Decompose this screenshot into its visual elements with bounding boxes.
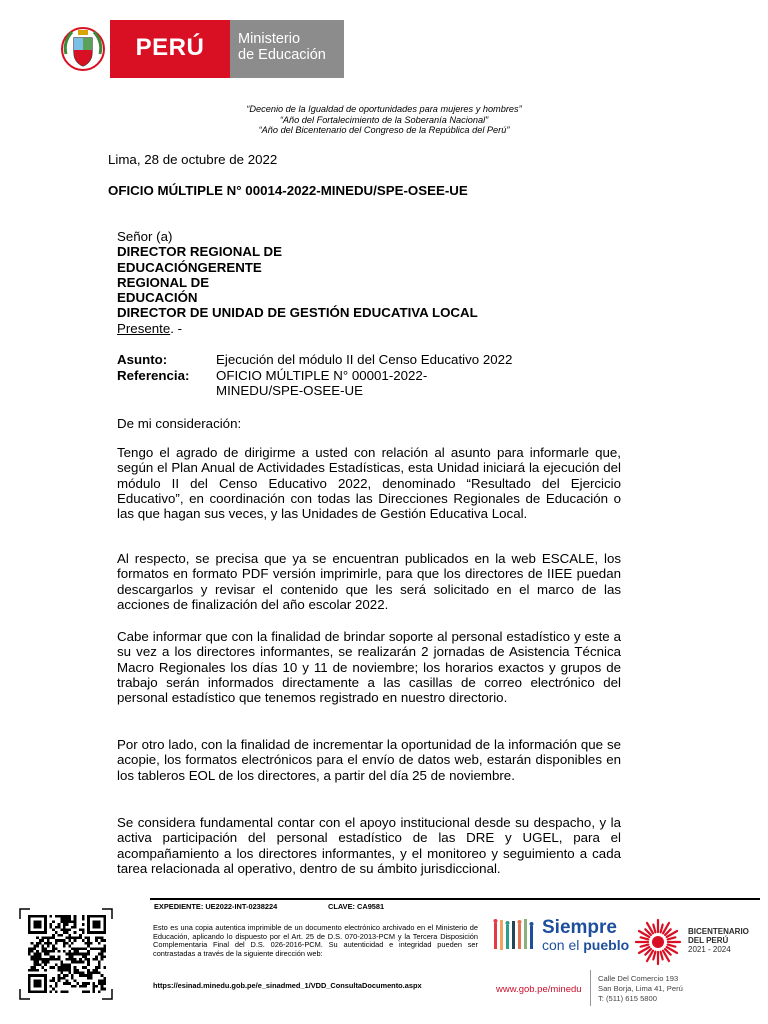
- con-el-pueblo-label: [542, 938, 629, 953]
- referencia-label: Referencia:: [117, 368, 190, 383]
- referencia-line-1: OFICIO MÚLTIPLE N° 00001-2022-: [216, 368, 428, 383]
- recipient-line: DIRECTOR REGIONAL DE: [117, 244, 282, 260]
- bicentenario-line: BICENTENARIO: [688, 927, 749, 936]
- body-paragraph: Por otro lado, con la finalidad de incrementar la oportunidad de la información que se acopie, los formatos electrónicos para el envío de datos web, estarán disponibles en los tableros EOL de los directores, a partir del día 25 de noviembre.: [117, 737, 621, 783]
- con-el-text: con el: [542, 937, 580, 953]
- recipient-line: REGIONAL DE: [117, 274, 210, 290]
- siempre-label: Siempre: [542, 917, 617, 938]
- body-paragraph: Se considera fundamental contar con el apoyo institucional desde su despacho, y la activa participación del personal estadístico de las DRE y UGEL, para el acompañamiento a los directores informantes, y el monitoreo y seguimiento a cada tarea relacionada al operativo, dentro de su ámbito jurisdiccional.: [117, 815, 621, 876]
- ministry-name: [238, 31, 326, 63]
- ministry-header: [60, 20, 344, 78]
- address-line: San Borja, Lima 41, Perú: [598, 984, 683, 993]
- asunto-value: Ejecución del módulo II del Censo Educativo 2022: [216, 352, 513, 367]
- gob-pe-link[interactable]: www.gob.pe/minedu: [496, 984, 582, 995]
- expediente-number: EXPEDIENTE: UE2022-INT-0238224: [154, 902, 278, 911]
- authenticity-notice: Esto es una copia autentica imprimible de un documento electrónico archivado en el Ministerio de Educación, aplicando lo dispuesto por el Art. 25 de D.S. 070-2013-PCM y la Tercera Disposición Complementaria Final del D.S. 026-2016-PCM. Su autenticidad e integridad pueden ser contrastadas a través de la siguiente dirección web:: [153, 923, 478, 958]
- referencia-value: [216, 368, 476, 399]
- bicentenario-logo-icon: [634, 918, 682, 966]
- letter-date: Lima, 28 de octubre de 2022: [108, 152, 278, 167]
- bicentenario-label: [688, 927, 749, 954]
- presente-word: Presente: [117, 320, 171, 336]
- recipient-line: EDUCACIÓN: [117, 290, 198, 306]
- verification-url[interactable]: https://esinad.minedu.gob.pe/e_sinadmed_1/VDD_ConsultaDocumento.aspx: [153, 981, 422, 990]
- address-line: T: (511) 615 5800: [598, 994, 657, 1003]
- ministry-line-1: Ministerio: [238, 31, 301, 47]
- clave-code: CLAVE: CA9581: [328, 902, 385, 911]
- oficio-number: OFICIO MÚLTIPLE N° 00014-2022-MINEDU/SPE-OSEE-UE: [108, 183, 468, 198]
- recipient-line: DIRECTOR DE UNIDAD DE GESTIÓN EDUCATIVA LOCAL: [117, 305, 478, 321]
- salutation: Señor (a): [117, 229, 173, 244]
- referencia-line-2: MINEDU/SPE-OSEE-UE: [216, 383, 364, 399]
- siempre-con-el-pueblo-logo-icon: [492, 917, 536, 957]
- footer-divider: [150, 898, 760, 900]
- bicentenario-line: 2021 - 2024: [688, 945, 731, 954]
- presente-line: [117, 321, 537, 336]
- official-year-mottos: [0, 104, 768, 136]
- address-line: Calle Del Comercio 193: [598, 974, 679, 983]
- qr-code-icon[interactable]: [28, 915, 106, 993]
- motto-line: “Decenio de la Igualdad de oportunidades para mujeres y hombres”: [246, 104, 522, 114]
- body-paragraph: Cabe informar que con la finalidad de brindar soporte al personal estadístico y este a su vez a los directores informantes, se realizarán 2 jornadas de Asistencia Técnica Macro Regionales los días 10 y 11 de noviembre; los horarios exactos y grupos de trabajo serán informados directamente a las casillas de correo electrónico del personal estadístico que tenemos registrado en nuestro directorio.: [117, 629, 621, 706]
- bicentenario-line: DEL PERÚ: [688, 936, 729, 945]
- footer-vertical-divider: [590, 970, 591, 1006]
- motto-line: “Año del Bicentenario del Congreso de la República del Perú”: [258, 125, 510, 135]
- pueblo-text: pueblo: [583, 937, 630, 953]
- greeting: De mi consideración:: [117, 416, 242, 431]
- ministry-address: [598, 974, 683, 1004]
- recipient-block: [117, 229, 537, 336]
- motto-line: “Año del Fortalecimiento de la Soberanía Nacional”: [279, 114, 489, 125]
- asunto-label: Asunto:: [117, 352, 168, 367]
- presente-suffix: . -: [170, 320, 183, 336]
- ministry-line-2: de Educación: [238, 47, 326, 63]
- body-paragraph: Al respecto, se precisa que ya se encuentran publicados en la web ESCALE, los formatos en formato PDF versión imprimirle, para que los directores de IIEE puedan descargarlos y revisar el contenido que les será solicitado en el marco de las acciones de finalización del año escolar 2022.: [117, 551, 621, 612]
- recipient-line: EDUCACIÓNGERENTE: [117, 259, 262, 275]
- peru-coat-of-arms-icon: [60, 24, 106, 74]
- peru-label: PERÚ: [135, 34, 205, 61]
- body-paragraph: Tengo el agrado de dirigirme a usted con relación al asunto para informarle que, según el Plan Anual de Actividades Estadísticas, esta Unidad iniciará la ejecución del módulo II del Censo Educativo 2022, denominado “Resultado del Ejercicio Educativo”, en coordinación con todas las Direcciones Regionales de Educación o las que hagan sus veces, y las Unidades de Gestión Educativa Local.: [117, 445, 621, 522]
